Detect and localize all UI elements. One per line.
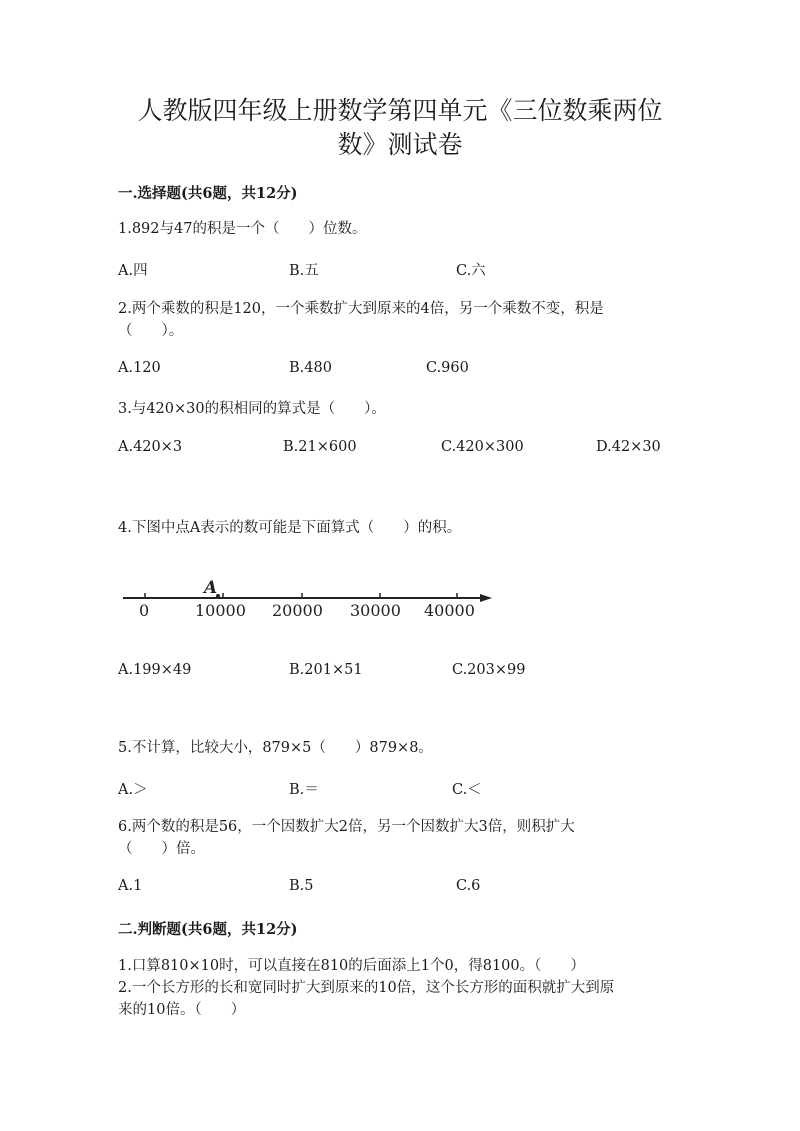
question-1-text: 1.892与47的积是一个（ ）位数。: [118, 221, 367, 237]
tick-label-40000: 40000: [424, 601, 475, 620]
page-title-line-2: 数》测试卷: [337, 130, 463, 159]
judgement-2-text-line-2: 来的10倍。（ ）: [118, 1002, 246, 1018]
q3-option-a: A.420×3: [118, 439, 183, 455]
q5-option-c: C.＜: [452, 782, 482, 798]
question-3-text: 3.与420×30的积相同的算式是（ ）。: [118, 401, 386, 417]
tick-label-10000: 10000: [195, 601, 246, 620]
q4-option-b: B.201×51: [289, 662, 363, 678]
tick-label-30000: 30000: [350, 601, 401, 620]
judgement-1-text: 1.口算810×10时，可以直接在810的后面添上1个0，得8100。（ ）: [118, 958, 585, 974]
q3-option-c: C.420×300: [441, 439, 524, 455]
q6-option-c: C.6: [456, 878, 481, 894]
section-heading-judgement: 二.判断题(共6题，共12分): [118, 921, 298, 938]
q5-option-b: B.＝: [289, 782, 319, 798]
number-line-figure: [118, 576, 498, 624]
q4-option-c: C.203×99: [452, 662, 526, 678]
q1-option-a: A.四: [118, 263, 148, 279]
q3-option-d: D.42×30: [596, 439, 661, 455]
tick-label-20000: 20000: [272, 601, 323, 620]
question-5-text: 5.不计算，比较大小，879×5（ ）879×8。: [118, 740, 433, 756]
q2-option-c: C.960: [426, 360, 469, 376]
point-a-label: A: [204, 578, 218, 598]
q2-option-a: A.120: [118, 360, 161, 376]
page-title-line-1: 人教版四年级上册数学第四单元《三位数乘两位: [137, 96, 663, 125]
q3-option-b: B.21×600: [283, 439, 357, 455]
question-6-text-line-2: （ ）倍。: [118, 841, 205, 857]
q5-option-a: A.＞: [118, 782, 148, 798]
q6-option-a: A.1: [118, 878, 143, 894]
q6-option-b: B.5: [289, 878, 314, 894]
question-6-text-line-1: 6.两个数的积是56，一个因数扩大2倍，另一个因数扩大3倍，则积扩大: [118, 819, 575, 835]
question-2-text-line-2: （ ）。: [118, 323, 184, 339]
q4-option-a: A.199×49: [118, 662, 192, 678]
q1-option-b: B.五: [289, 263, 319, 279]
q1-option-c: C.六: [456, 263, 486, 279]
section-heading-choice: 一.选择题(共6题，共12分): [118, 185, 298, 202]
question-2-text-line-1: 2.两个乘数的积是120，一个乘数扩大到原来的4倍，另一个乘数不变，积是: [118, 301, 604, 317]
number-line-arrow: [480, 594, 492, 602]
judgement-2-text-line-1: 2.一个长方形的长和宽同时扩大到原来的10倍，这个长方形的面积就扩大到原: [118, 980, 615, 996]
tick-label-0: 0: [139, 601, 150, 620]
q2-option-b: B.480: [289, 360, 332, 376]
question-4-text: 4.下图中点A表示的数可能是下面算式（ ）的积。: [118, 520, 462, 536]
